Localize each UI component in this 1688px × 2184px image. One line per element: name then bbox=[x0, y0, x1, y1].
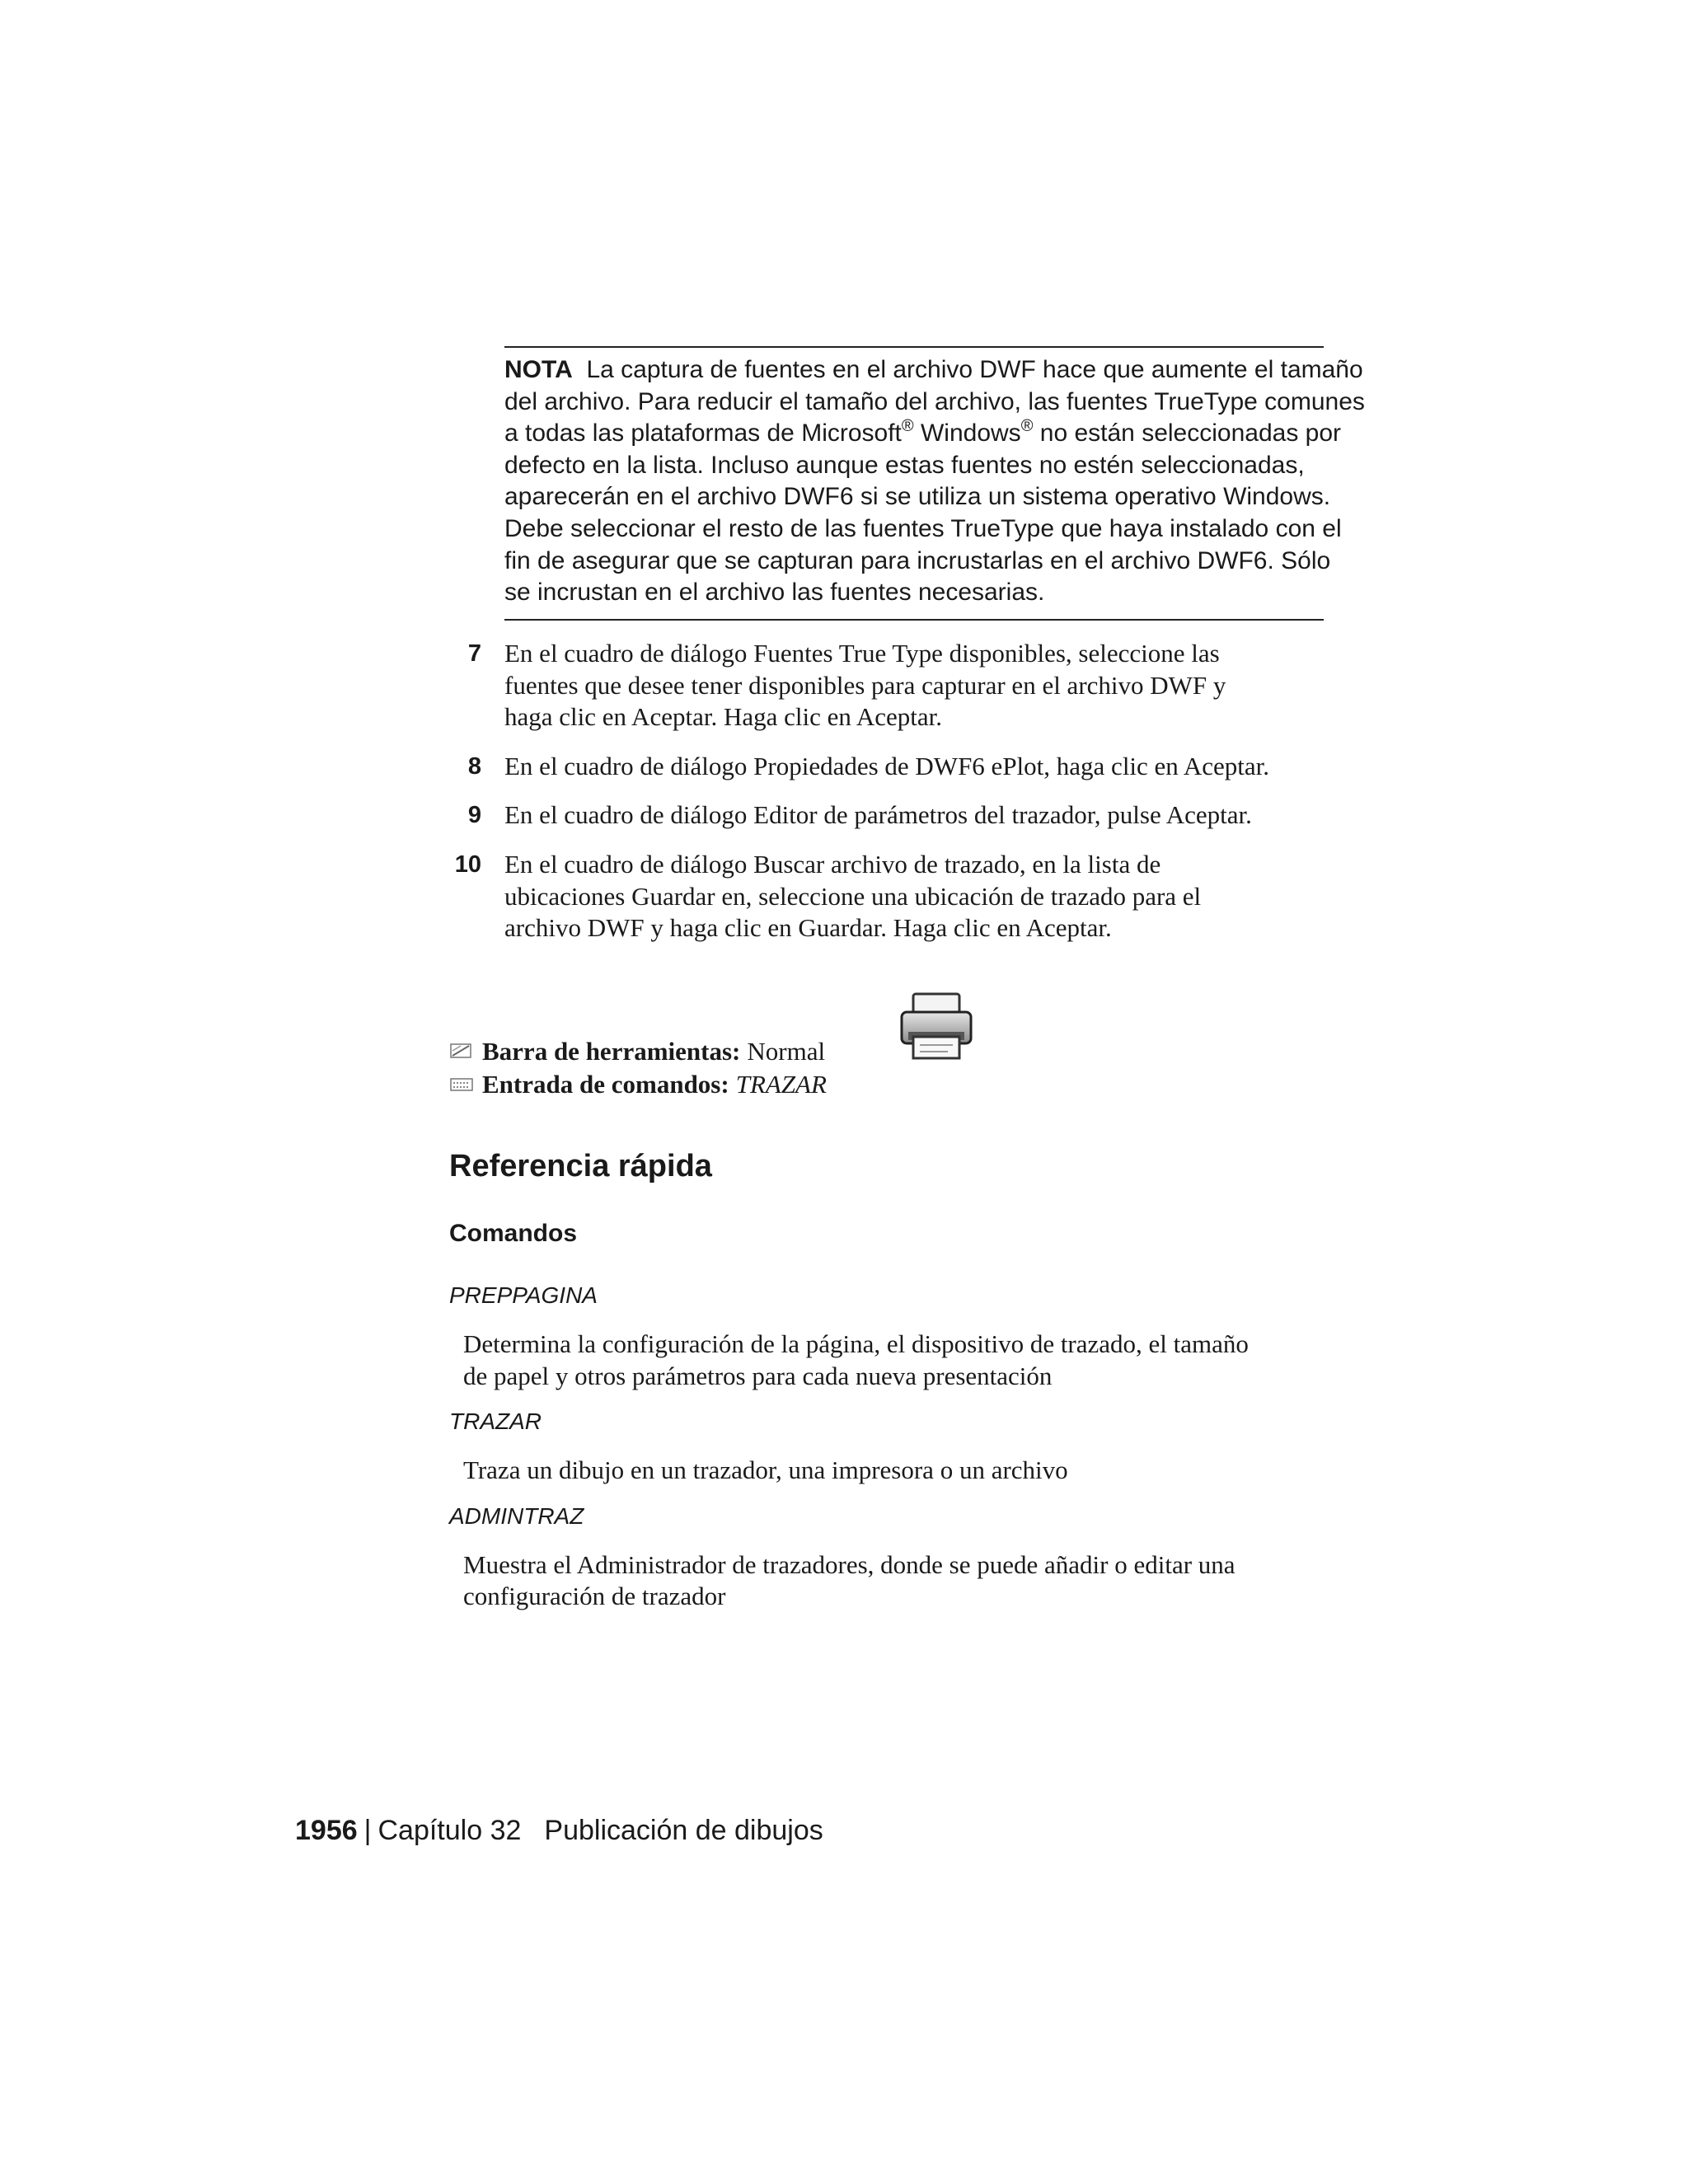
quick-reference-title: Referencia rápida bbox=[449, 1149, 712, 1183]
commands-subtitle: Comandos bbox=[449, 1220, 578, 1247]
step-text: haga clic en Aceptar. Haga clic en Aceptar. bbox=[504, 702, 943, 732]
command-value: TRAZAR bbox=[735, 1070, 827, 1099]
note-line: se incrustan en el archivo las fuentes necesarias. bbox=[504, 579, 1045, 607]
keyboard-icon bbox=[449, 1076, 474, 1094]
registered-mark: ® bbox=[1020, 417, 1034, 436]
step-number: 9 bbox=[467, 802, 481, 829]
chapter-label: Capítulo 32 bbox=[377, 1815, 522, 1846]
note-box bbox=[504, 346, 1365, 621]
step-text: En el cuadro de diálogo Fuentes True Type disponibles, seleccione las bbox=[504, 639, 1220, 668]
note-line: aparecerán en el archivo DWF6 si se utiliza un sistema operativo Windows. bbox=[504, 483, 1331, 511]
note-line: Debe seleccionar el resto de las fuentes TrueType que haya instalado con el bbox=[504, 514, 1342, 542]
toolbar-label: Barra de herramientas: bbox=[482, 1037, 741, 1066]
step-item bbox=[445, 751, 1335, 783]
note-text: no están seleccionadas por bbox=[1033, 419, 1342, 448]
toolbar-icon bbox=[449, 1043, 474, 1061]
registered-mark: ® bbox=[901, 417, 914, 436]
step-item bbox=[445, 638, 1335, 733]
step-number: 7 bbox=[467, 640, 481, 667]
note-line bbox=[504, 354, 1363, 387]
section-label: Publicación de dibujos bbox=[544, 1815, 823, 1846]
note-text: Windows bbox=[913, 419, 1021, 448]
printer-icon bbox=[898, 989, 974, 1063]
note-line: defecto en la lista. Incluso aunque estas fuentes no estén seleccionadas, bbox=[504, 451, 1305, 479]
toolbar-value: Normal bbox=[747, 1037, 826, 1066]
step-text: fuentes que desee tener disponibles para capturar en el archivo DWF y bbox=[504, 670, 1226, 700]
step-number: 10 bbox=[454, 851, 481, 878]
step-list bbox=[445, 638, 1335, 962]
command-label: Entrada de comandos: bbox=[482, 1070, 729, 1099]
description-line: Traza un dibujo en un trazador, una impresora o un archivo bbox=[463, 1455, 1068, 1485]
command-access bbox=[449, 1035, 827, 1101]
description-line: Determina la configuración de la página, el dispositivo de trazado, el tamaño bbox=[463, 1329, 1249, 1358]
note-text: La captura de fuentes en el archivo DWF hace que aumente el tamaño bbox=[586, 356, 1363, 383]
description-line: configuración de trazador bbox=[463, 1582, 726, 1611]
step-number: 8 bbox=[467, 752, 481, 780]
step-item bbox=[445, 849, 1335, 944]
footer-separator: | bbox=[363, 1815, 372, 1846]
command-row bbox=[449, 1068, 827, 1101]
note-line bbox=[504, 417, 1342, 450]
step-item bbox=[445, 799, 1335, 832]
note-line: fin de asegurar que se capturan para incrustarlas en el archivo DWF6. Sólo bbox=[504, 546, 1331, 574]
step-text: En el cuadro de diálogo Editor de parámetros del trazador, pulse Aceptar. bbox=[504, 800, 1252, 830]
step-text: archivo DWF y haga clic en Guardar. Haga clic en Aceptar. bbox=[504, 913, 1112, 943]
toolbar-row bbox=[449, 1035, 827, 1068]
description-line: Muestra el Administrador de trazadores, donde se puede añadir o editar una bbox=[463, 1549, 1236, 1579]
command-description bbox=[463, 1549, 1339, 1613]
command-list bbox=[449, 1281, 1339, 1628]
page-number: 1956 bbox=[295, 1815, 358, 1846]
note-text: a todas las plataformas de Microsoft bbox=[504, 419, 902, 448]
step-text: En el cuadro de diálogo Buscar archivo de trazado, en la lista de bbox=[504, 849, 1161, 879]
command-name: PREPPAGINA bbox=[449, 1282, 598, 1308]
description-line: de papel y otros parámetros para cada nueva presentación bbox=[463, 1361, 1053, 1390]
command-name: ADMINTRAZ bbox=[449, 1502, 584, 1529]
command-name: TRAZAR bbox=[449, 1408, 542, 1435]
step-text: En el cuadro de diálogo Propiedades de DWF6 ePlot, haga clic en Aceptar. bbox=[504, 751, 1269, 780]
command-description bbox=[463, 1455, 1339, 1487]
note-line: del archivo. Para reducir el tamaño del archivo, las fuentes TrueType comunes bbox=[504, 387, 1365, 415]
note-label: NOTA bbox=[504, 356, 573, 383]
step-text: ubicaciones Guardar en, seleccione una ubicación de trazado para el bbox=[504, 881, 1202, 911]
command-description bbox=[463, 1329, 1339, 1392]
page-footer bbox=[295, 1815, 823, 1847]
